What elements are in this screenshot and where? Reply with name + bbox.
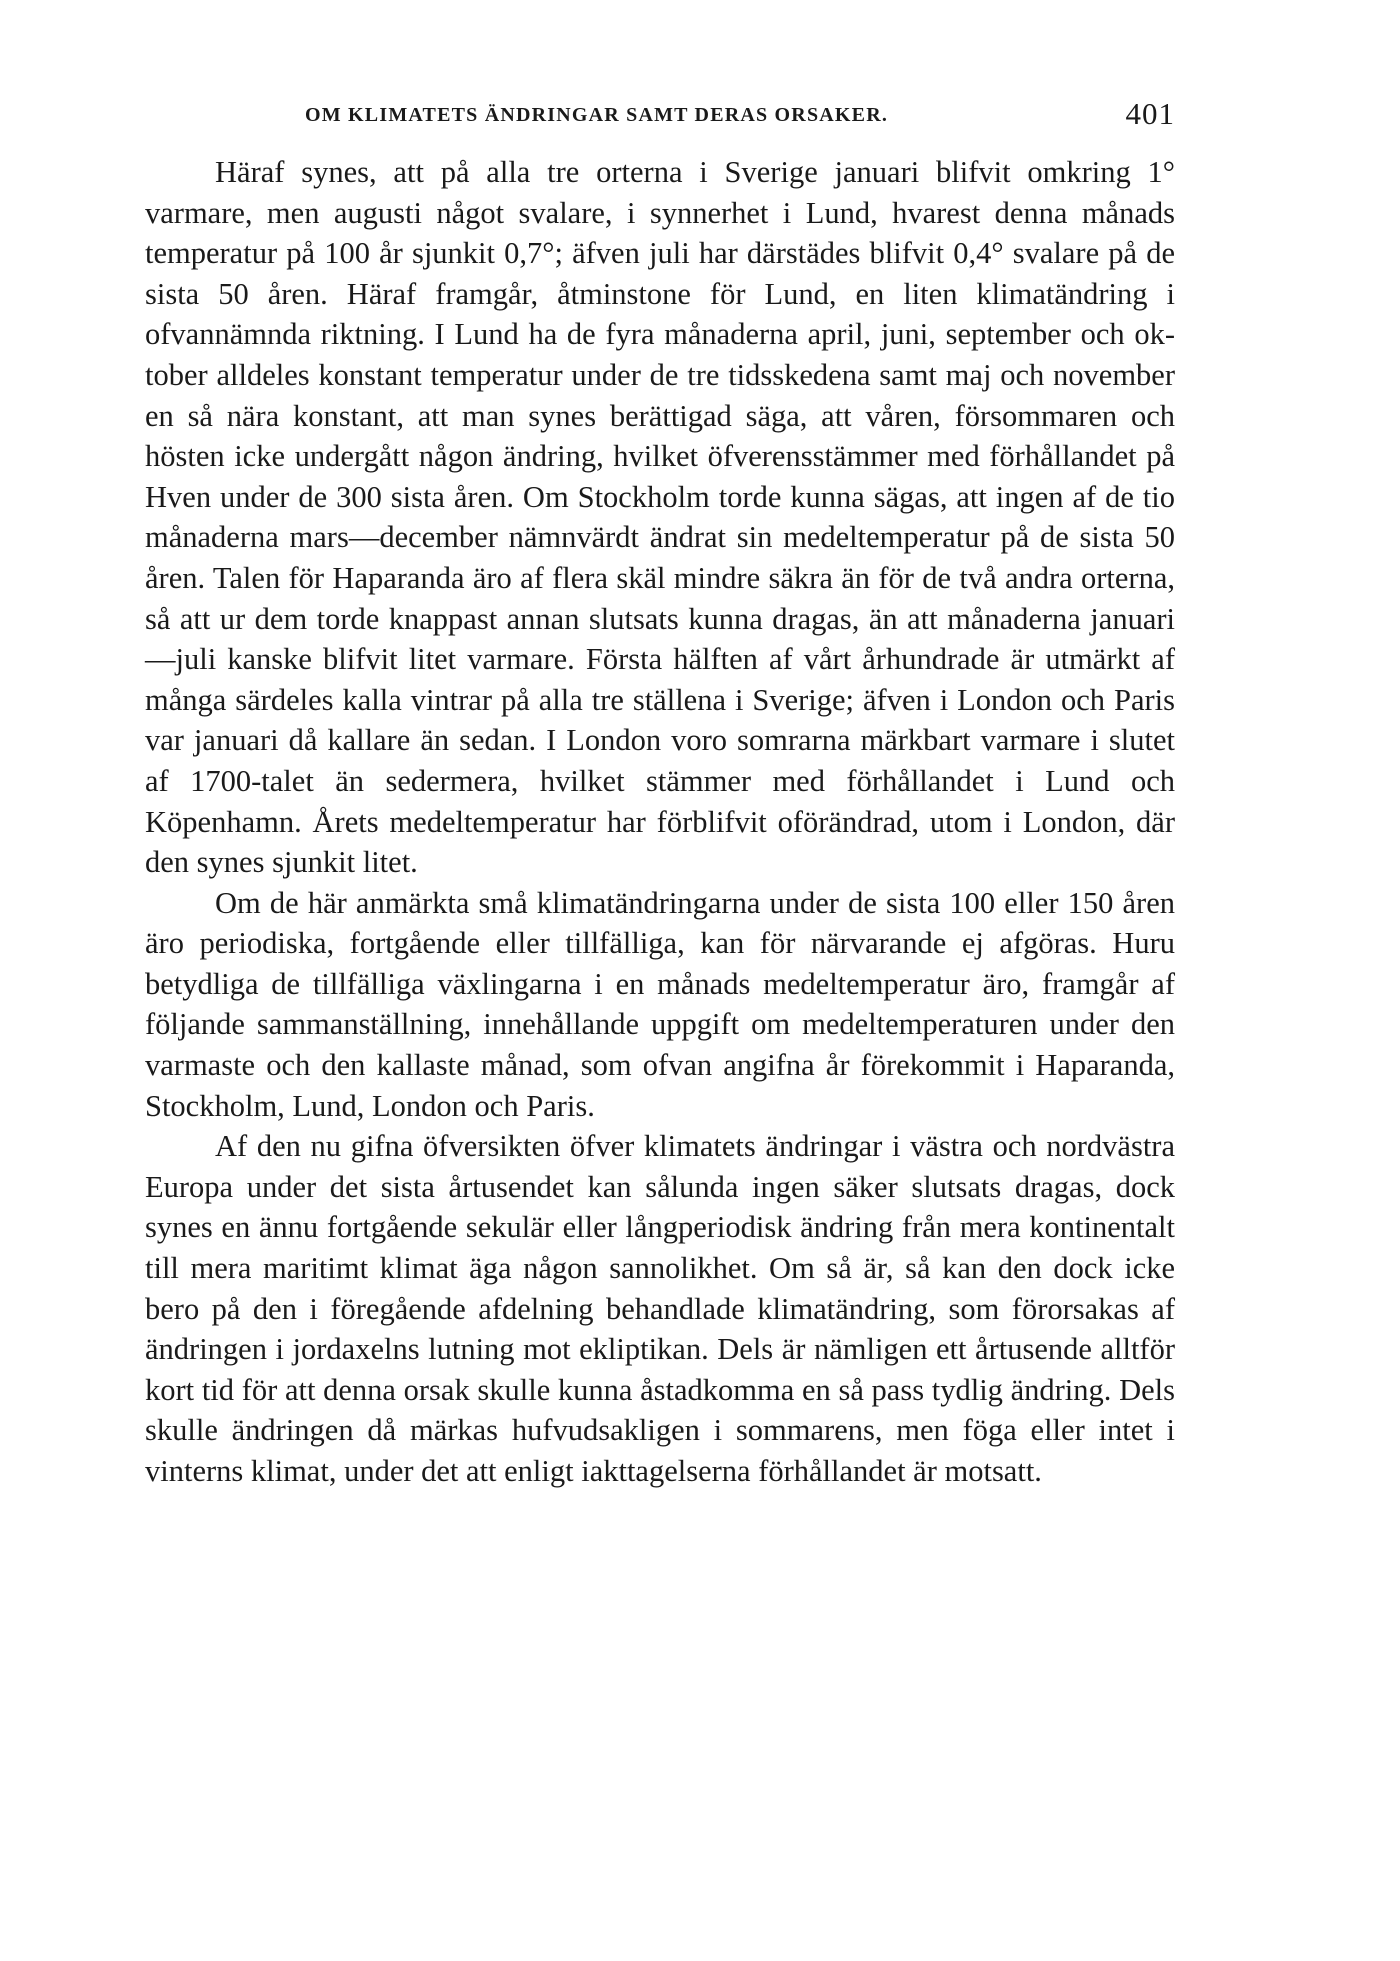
page-number: 401 [1125,96,1175,131]
body-text [145,152,1175,1492]
paragraph: Häraf synes, att på alla tre orterna i Sverige januari blifvit omkring 1° varmare, men augusti något svalare, i synnerhet i Lund, hvarest denna månads temperatur på 100 år sjunkit 0,7°; äfven juli har därstädes blifvit 0,4° svalare på de sista 50 åren. Häraf framgår, åtminstone för Lund, en liten klimatändring i ofvannämnda riktning. I Lund ha de fyra månaderna april, juni, september och oktober alldeles konstant temperatur under de tre tidsskedena samt maj och november en så nära konstant, att man synes berättigad säga, att våren, försommaren och hösten icke undergått någon ändring, hvilket öfverensstämmer med förhållandet på Hven under de 300 sista åren. Om Stockholm torde kunna sägas, att ingen af de tio månaderna mars—december nämnvärdt ändrat sin medeltemperatur på de sista 50 åren. Talen för Haparanda äro af flera skäl mindre säkra än för de två andra orterna, så att ur dem torde knappast annan slutsats kunna dragas, än att månaderna januari—juli kanske blifvit litet varmare. Första hälften af vårt århundrade är utmärkt af många särdeles kalla vintrar på alla tre ställena i Sverige; äfven i London och Paris var januari då kallare än sedan. I London voro somrarna märkbart varmare i slutet af 1700-talet än sedermera, hvilket stämmer med förhållandet i Lund och Köpenhamn. Årets medeltemperatur har förblifvit oförändrad, utom i London, där den synes sjunkit litet. [145,155,1175,880]
paragraph: Af den nu gifna öfversikten öfver klimatets ändringar i västra och nordvästra Europa under det sista årtusendet kan sålunda ingen säker slutsats dragas, dock synes en ännu fortgående sekulär eller långperiodisk ändring från mera kontinentalt till mera maritimt klimat äga någon sannolikhet. Om så är, så kan den dock icke bero på den i föregående afdelning behandlade klimatändring, som förorsakas af ändringen i jordaxelns lutning mot ekliptikan. Dels är nämligen ett årtusende alltför kort tid för att denna orsak skulle kunna åstadkomma en så pass tydlig ändring. Dels skulle ändringen då märkas hufvudsakligen i sommarens, men föga eller intet i vinterns klimat, under det att enligt iakttagelserna förhållandet är motsatt. [145,1129,1175,1488]
running-head [145,96,1175,136]
running-title: OM KLIMATETS ÄNDRINGAR SAMT DERAS ORSAKER. [305,104,889,126]
paragraph: Om de här anmärkta små klimatändringarna under de sista 100 eller 150 åren äro periodiska, fortgående eller tillfälliga, kan för närvarande ej afgöras. Huru betydliga de tillfälliga växlingarna i en månads medeltemperatur äro, framgår af följande sammanställning, innehållande uppgift om medeltemperaturen under den varmaste och den kallaste månad, som ofvan angifna år förekommit i Haparanda, Stockholm, Lund, London och Paris. [145,885,1175,1123]
